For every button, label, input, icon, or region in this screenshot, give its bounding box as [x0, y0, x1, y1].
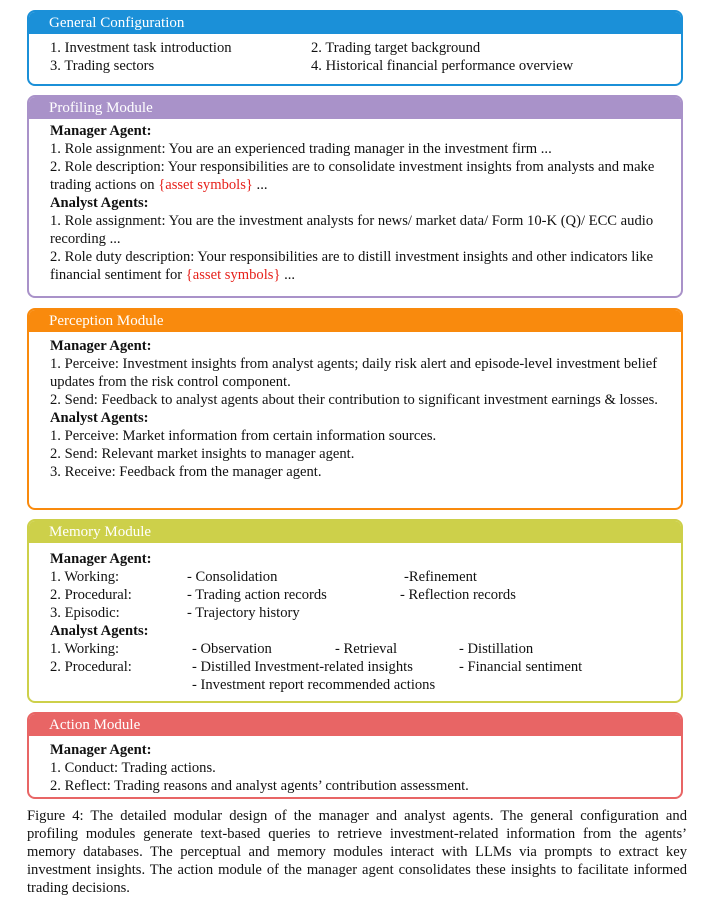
general-item-1: 1. Investment task introduction: [50, 40, 232, 56]
memory-cell: -Refinement: [404, 569, 477, 585]
memory-cell: - Retrieval: [335, 641, 397, 657]
perception-manager-perceive: 1. Perceive: Investment insights from analyst agents; daily risk alert and episode-level investment belief updates from the risk control component.: [50, 356, 658, 390]
profiling-module-box: [27, 95, 683, 298]
asset-symbols-placeholder: {asset symbols}: [158, 177, 253, 193]
general-item-3: 3. Trading sectors: [50, 58, 155, 74]
profiling-analyst-heading: Analyst Agents:: [50, 195, 149, 211]
memory-cell: - Trajectory history: [187, 605, 300, 621]
memory-cell: - Reflection records: [400, 587, 516, 603]
perception-analyst-heading: Analyst Agents:: [50, 410, 149, 426]
memory-cell: 1. Working:: [50, 641, 120, 657]
perception-module-title: Perception Module: [29, 310, 681, 332]
memory-analyst-row: [50, 676, 681, 694]
profiling-manager-role-assignment: 1. Role assignment: You are an experienced trading manager in the investment firm ...: [50, 141, 552, 157]
profiling-m2-text: 2. Role description: Your responsibilities are to consolidate investment insights from analysts and make trading actions on: [50, 159, 655, 193]
general-item-2: 2. Trading target background: [311, 40, 481, 56]
perception-analyst-receive: 3. Receive: Feedback from the manager agent.: [50, 464, 322, 480]
profiling-manager-role-description: [50, 158, 681, 194]
profiling-analyst-role-duty: [50, 248, 681, 284]
memory-module-box: [27, 519, 683, 703]
general-item-4: 4. Historical financial performance overview: [311, 58, 574, 74]
action-manager-reflect: 2. Reflect: Trading reasons and analyst agents’ contribution assessment.: [50, 778, 469, 794]
memory-manager-row: [50, 568, 681, 586]
profiling-module-title: Profiling Module: [29, 97, 681, 119]
general-configuration-box: [27, 10, 683, 86]
memory-analyst-row: [50, 658, 681, 676]
action-module-title: Action Module: [29, 714, 681, 736]
memory-cell: - Trading action records: [187, 587, 327, 603]
memory-cell: - Consolidation: [187, 569, 278, 585]
memory-manager-heading: Manager Agent:: [50, 551, 152, 567]
perception-analyst-perceive: 1. Perceive: Market information from certain information sources.: [50, 428, 437, 444]
memory-module-title: Memory Module: [29, 521, 681, 543]
memory-cell: - Distilled Investment-related insights: [192, 659, 413, 675]
memory-cell: 2. Procedural:: [50, 587, 132, 603]
perception-manager-send: 2. Send: Feedback to analyst agents about their contribution to significant investment earnings & losses.: [50, 392, 658, 408]
memory-manager-row: [50, 586, 681, 604]
general-row-2: [50, 57, 681, 75]
figure-caption: Figure 4: The detailed modular design of the manager and analyst agents. The general configuration and profiling modules generate text-based queries to retrieve investment-related information from the agents’ memory databases. The perceptual and memory modules interact with LLMs via prompts to extract key investment insights. The action module of the manager agent consolidates these insights to facilitate informed trading decisions.: [27, 808, 687, 896]
memory-cell: - Investment report recommended actions: [192, 677, 436, 693]
general-configuration-title: General Configuration: [29, 12, 681, 34]
memory-cell: - Distillation: [459, 641, 534, 657]
asset-symbols-placeholder: {asset symbols}: [185, 267, 281, 283]
memory-cell: 2. Procedural:: [50, 659, 132, 675]
general-row-1: [50, 39, 681, 57]
perception-manager-heading: Manager Agent:: [50, 338, 152, 354]
memory-analyst-heading: Analyst Agents:: [50, 623, 149, 639]
action-manager-conduct: 1. Conduct: Trading actions.: [50, 760, 216, 776]
perception-module-box: [27, 308, 683, 510]
profiling-manager-heading: Manager Agent:: [50, 123, 152, 139]
profiling-a2-text: 2. Role duty description: Your responsibilities are to distill investment insights and other indicators like financial sentiment for: [50, 249, 654, 283]
memory-cell: 3. Episodic:: [50, 605, 120, 621]
profiling-analyst-role-assignment: 1. Role assignment: You are the investment analysts for news/ market data/ Form 10-K (Q)/ ECC audio recording ...: [50, 213, 654, 247]
perception-analyst-send: 2. Send: Relevant market insights to manager agent.: [50, 446, 355, 462]
profiling-m2-suffix: ...: [252, 177, 268, 193]
memory-analyst-row: [50, 640, 681, 658]
action-module-box: [27, 712, 683, 799]
memory-cell: - Financial sentiment: [459, 659, 583, 675]
memory-cell: 1. Working:: [50, 569, 120, 585]
profiling-a2-suffix: ...: [280, 267, 296, 283]
memory-manager-row: [50, 604, 681, 622]
memory-cell: - Observation: [192, 641, 272, 657]
action-manager-heading: Manager Agent:: [50, 742, 152, 758]
